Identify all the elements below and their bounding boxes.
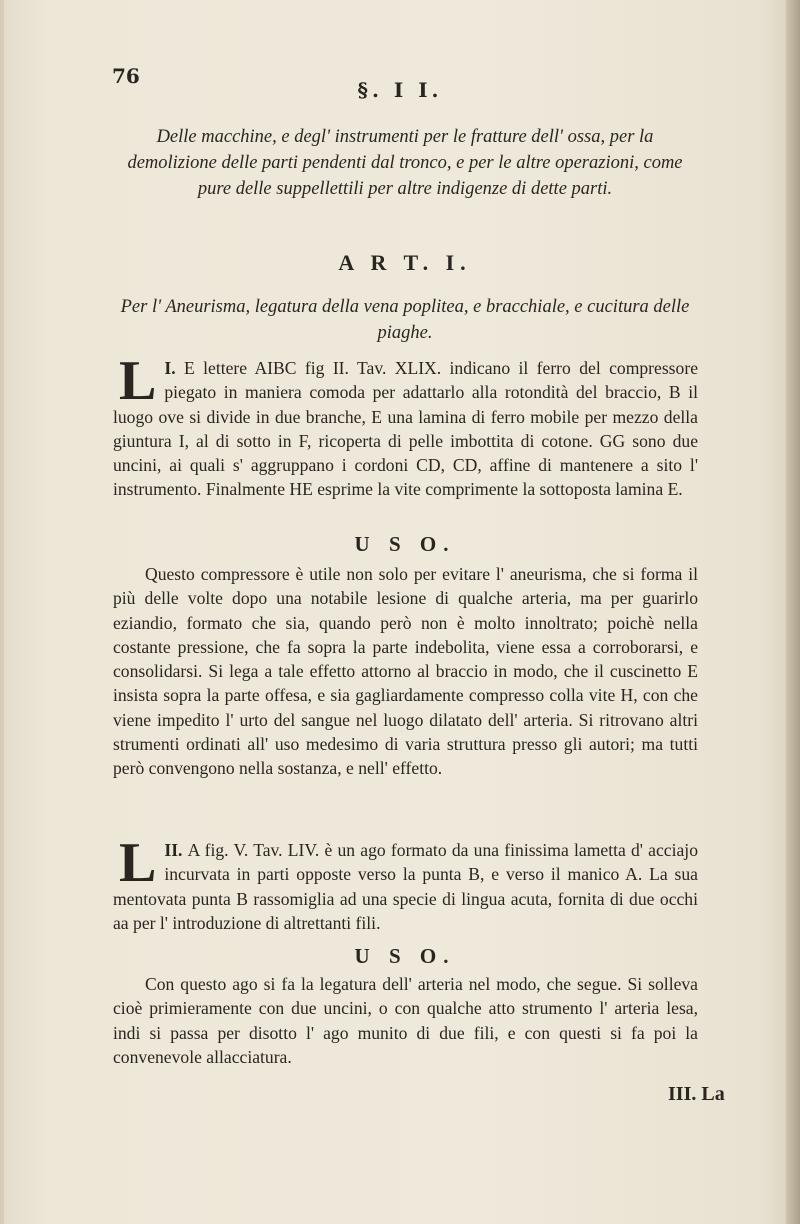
page-left-edge	[0, 0, 4, 1224]
paragraph-number: I.	[164, 358, 176, 378]
drop-cap: L	[119, 350, 157, 412]
uso-paragraph-2: Con questo ago si fa la legatura dell' arteria nel modo, che segue. Si solleva cioè primieramente con due uncini, o con qualche atto strumento l' arteria lesa, indi si passa per disotto l' ago munito di due fili, e con questi si fa poi la convenevole allacciatura.	[113, 974, 698, 1067]
paragraph-text: A fig. V. Tav. LIV. è un ago formato da una finissima lametta d' acciajo incurvata in parti opposte verso la punta B, e verso il manico A. La sua mentovata punta B rassomiglia ad una specie di lingua acuta, fornita di due occhi aa per l' introduzione di altrettanti fili.	[113, 840, 698, 933]
article-subtitle: Per l' Aneurisma, legatura della vena poplitea, e bracchiale, e cucitura delle piaghe.	[120, 297, 690, 343]
catchword: III. La	[668, 1083, 725, 1105]
paragraph-text: E lettere AIBC fig II. Tav. XLIX. indicano il ferro del compressore piegato in maniera comoda per adattarlo alla rotondità del braccio, B il luogo ove si divide in due branche, E una lamina di ferro mobile per mezzo della giuntura I, al di sotto in F, ricoperta di pelle imbottita di cotone. GG sono due uncini, ai quali s' aggruppano i cordoni CD, CD, affine di mantenere a sito l' instrumento. Finalmente HE esprime la vite comprimente la sottoposta lamina E.	[113, 358, 698, 500]
drop-cap: L	[119, 832, 157, 894]
page-right-edge	[786, 0, 800, 1224]
page-number: 76	[112, 64, 140, 88]
paragraph-1	[113, 350, 698, 502]
section-number: §. I I.	[357, 78, 443, 102]
paragraph-number: II.	[164, 840, 183, 860]
uso-heading: U S O.	[354, 532, 456, 556]
uso-paragraph-1: Questo compressore è utile non solo per evitare l' aneurisma, che si forma il più delle volte dopo una notabile lesione di qualche arteria, ma per guarirlo eziandio, formato che sia, quando però non è molto innoltrato; poichè nella costante pressione, che fa sopra la parte indebolita, viene essa a corroborarsi, e consolidarsi. Si lega a tale effetto attorno al braccio in modo, che il cuscinetto E insista sopra la parte offesa, e sia gagliardamente compresso colla vite H, con che viene impedito l' urto del sangue nel luogo dilatato dell' arteria. Si ritrovano altri strumenti ordinati all' uso medesimo di varia struttura presso gli autori; ma tutti però convengono nella sostanza, e nell' effetto.	[113, 564, 698, 779]
article-heading: A R T. I.	[338, 250, 472, 275]
uso-heading: U S O.	[354, 944, 456, 968]
section-title: Delle macchine, e degl' instrumenti per le fratture dell' ossa, per la demolizione delle parti pendenti dal tronco, e per le altre operazioni, come pure delle suppellettili per altre indigenze di dette parti.	[127, 127, 683, 199]
paragraph-2	[113, 832, 698, 935]
